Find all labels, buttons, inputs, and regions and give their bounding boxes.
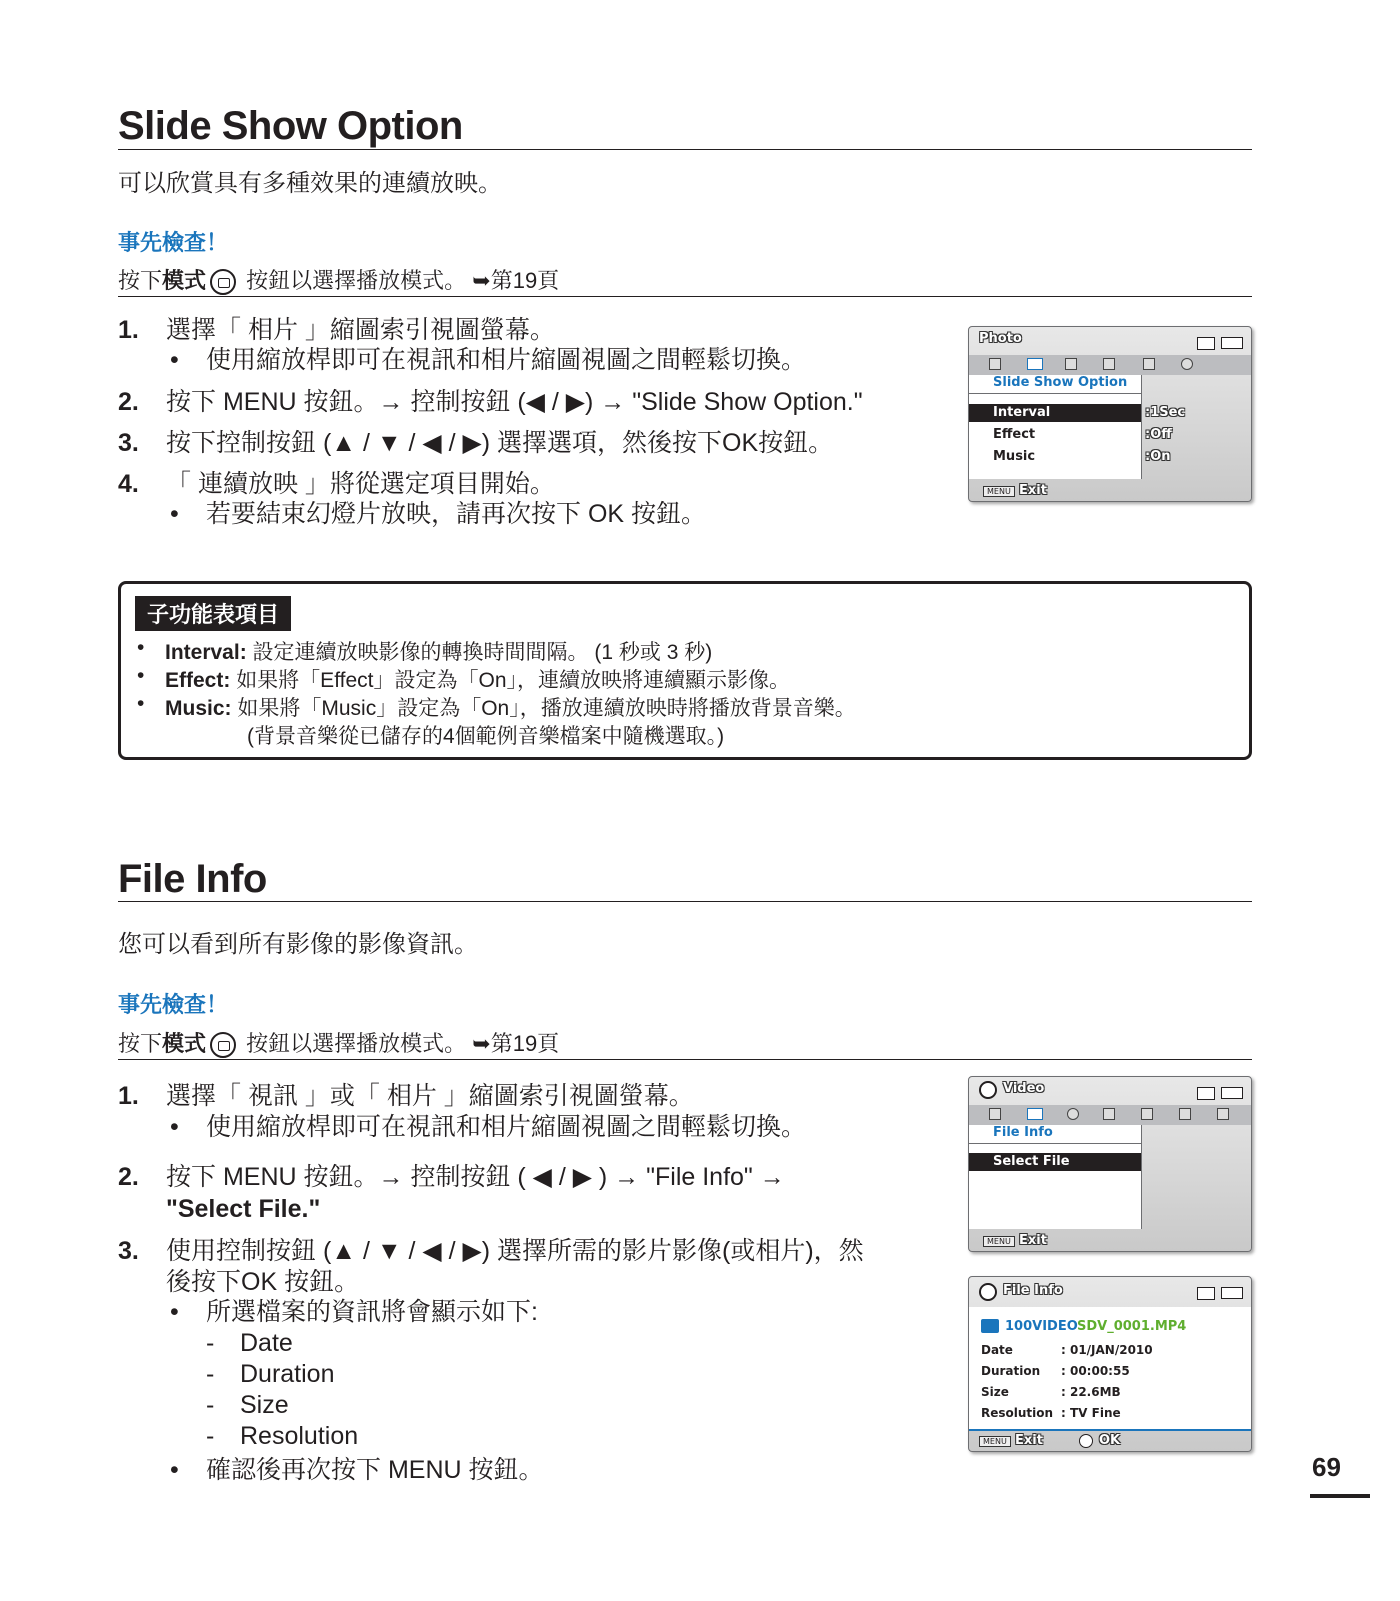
info-value: : 22.6MB <box>1061 1385 1121 1399</box>
memory-card-icon <box>1197 337 1215 350</box>
section-intro: 您可以看到所有影像的影像資訊。 <box>118 931 478 958</box>
lcd-title: Photo <box>979 331 1022 346</box>
info-label: Duration <box>981 1364 1041 1378</box>
lcd-menu-divider <box>969 1143 1141 1144</box>
title-rule <box>118 149 1252 150</box>
step-item-continued: "Select File." <box>166 1195 321 1223</box>
slideshow-tab-icon <box>1027 358 1043 370</box>
step-item: 2. 按下 MENU 按鈕。→ 控制按鈕 ( ◀ / ▶ ) → "File Info" → <box>118 1163 785 1191</box>
dash-item: - Size <box>206 1391 289 1419</box>
lcd-item-value: :Off <box>1145 427 1172 442</box>
lcd-menu-divider <box>969 393 1141 394</box>
precheck-rule <box>118 1059 1252 1060</box>
step-item: 4. 「 連續放映 」將從選定項目開始。 <box>118 470 555 498</box>
step-bullet: • 確認後再次按下 MENU 按鈕。 <box>170 1456 544 1484</box>
step-bullet: • 所選檔案的資訊將會顯示如下: <box>170 1298 538 1326</box>
precheck-line: 按下模式 按鈕以選擇播放模式。 ➥第19頁 <box>118 264 559 295</box>
lcd-title: Video <box>1003 1081 1045 1096</box>
step-bullet: • 使用縮放桿即可在視訊和相片縮圖視圖之間輕鬆切換。 <box>170 346 807 374</box>
page-number-bar <box>1310 1494 1370 1498</box>
grid-icon <box>1217 1108 1229 1120</box>
settings-icon <box>1181 358 1193 370</box>
submenu-box <box>118 581 1252 760</box>
submenu-item: • Music: 如果將「Music」設定為「On」，播放連續放映時將播放背景音樂。 <box>137 692 856 720</box>
lcd-info-panel <box>969 1307 1252 1431</box>
lcd-exit-label: Exit <box>1015 1433 1043 1448</box>
folder-icon <box>981 1319 999 1333</box>
lcd-exit-label: Exit <box>1019 1233 1047 1248</box>
submenu-tag: 子功能表項目 <box>135 596 291 631</box>
video-icon <box>979 1081 997 1099</box>
lcd-ok-label: OK <box>1099 1433 1121 1448</box>
step-bullet: • 使用縮放桿即可在視訊和相片縮圖視圖之間輕鬆切換。 <box>170 1113 807 1141</box>
lcd-menu-item: Select File <box>993 1154 1070 1169</box>
settings-icon <box>1067 1108 1079 1120</box>
lcd-fileinfo-menu-screen <box>968 1076 1252 1252</box>
mode-button-icon <box>210 269 236 295</box>
step-bullet: • 若要結束幻燈片放映，請再次按下 OK 按鈕。 <box>170 500 707 528</box>
dash-item: - Duration <box>206 1360 335 1388</box>
memory-card-icon <box>1197 1087 1215 1100</box>
section-intro: 可以欣賞具有多種效果的連續放映。 <box>118 170 502 197</box>
protect-icon <box>1103 1108 1115 1120</box>
lcd-menu-item: Music <box>993 449 1036 464</box>
lcd-menu-item: Effect <box>993 427 1036 442</box>
info-label: Size <box>981 1385 1009 1399</box>
step-item-continued: 後按下OK 按鈕。 <box>166 1268 360 1296</box>
lcd-menu-panel <box>969 375 1142 479</box>
submenu-note: (背景音樂從已儲存的4個範例音樂檔案中隨機選取。) <box>247 725 725 748</box>
info-icon <box>1143 358 1155 370</box>
lcd-menu-title: Slide Show Option <box>993 375 1128 390</box>
submenu-item: • Effect: 如果將「Effect」設定為「On」，連續放映將連續顯示影像。 <box>137 664 791 692</box>
mode-button-icon <box>210 1032 236 1058</box>
memory-card-icon <box>1197 1287 1215 1300</box>
delete-icon <box>1141 1108 1153 1120</box>
lcd-menu-button: MENU <box>979 1436 1011 1447</box>
battery-icon <box>1221 1287 1243 1299</box>
lcd-tab-bar <box>969 355 1251 375</box>
tab-icon <box>989 358 1001 370</box>
lcd-title: File Info <box>1003 1283 1063 1298</box>
lcd-menu-button: MENU <box>983 486 1015 497</box>
step-item: 2. 按下 MENU 按鈕。→ 控制按鈕 (◀ / ▶) → "Slide Show Option." <box>118 388 863 416</box>
lcd-menu-item: Interval <box>993 405 1051 420</box>
lcd-menu-title: File Info <box>993 1125 1053 1140</box>
delete-icon <box>1065 358 1077 370</box>
step-item: 3. 按下控制按鈕 (▲ / ▼ / ◀ / ▶) 選擇選項，然後按下OK按鈕。 <box>118 429 834 457</box>
tab-icon <box>989 1108 1001 1120</box>
precheck-line: 按下模式 按鈕以選擇播放模式。 ➥第19頁 <box>118 1027 559 1058</box>
lcd-item-value: :On <box>1145 449 1171 464</box>
battery-icon <box>1221 1087 1243 1099</box>
info-value: : 01/JAN/2010 <box>1061 1343 1153 1357</box>
lcd-menu-panel <box>969 1125 1142 1229</box>
protect-icon <box>1103 358 1115 370</box>
key-icon <box>1179 1108 1191 1120</box>
precheck-title: 事先檢查！ <box>118 230 229 255</box>
precheck-title: 事先檢查！ <box>118 992 229 1017</box>
lcd-slideshow-screen <box>968 326 1252 502</box>
info-tab-icon <box>1027 1108 1043 1120</box>
joystick-icon <box>1079 1434 1093 1448</box>
video-icon <box>979 1283 997 1301</box>
info-label: Resolution <box>981 1406 1054 1420</box>
dash-item: - Date <box>206 1329 293 1357</box>
folder-name: 100VIDEO <box>1005 1319 1078 1334</box>
step-item: 3. 使用控制按鈕 (▲ / ▼ / ◀ / ▶) 選擇所需的影片影像(或相片)，然 <box>118 1237 864 1265</box>
lcd-item-value: :1Sec <box>1145 405 1186 420</box>
step-item: 1. 選擇「 視訊 」或「 相片 」縮圖索引視圖螢幕。 <box>118 1082 694 1110</box>
lcd-tab-bar <box>969 1105 1251 1125</box>
lcd-menu-button: MENU <box>983 1236 1015 1247</box>
submenu-item: • Interval: 設定連續放映影像的轉換時間間隔。 (1 秒或 3 秒) <box>137 636 713 664</box>
info-value: : TV Fine <box>1061 1406 1121 1420</box>
info-value: : 00:00:55 <box>1061 1364 1130 1378</box>
lcd-exit-label: Exit <box>1019 483 1047 498</box>
file-name: SDV_0001.MP4 <box>1077 1319 1187 1334</box>
section-title: File Info <box>118 857 267 901</box>
section-title: Slide Show Option <box>118 104 463 148</box>
info-label: Date <box>981 1343 1013 1357</box>
precheck-rule <box>118 296 1252 297</box>
lcd-fileinfo-detail-screen <box>968 1276 1252 1452</box>
title-rule <box>118 901 1252 902</box>
battery-icon <box>1221 337 1243 349</box>
page-number: 69 <box>1312 1452 1341 1482</box>
dash-item: - Resolution <box>206 1422 359 1450</box>
step-item: 1. 選擇「 相片 」縮圖索引視圖螢幕。 <box>118 316 555 344</box>
